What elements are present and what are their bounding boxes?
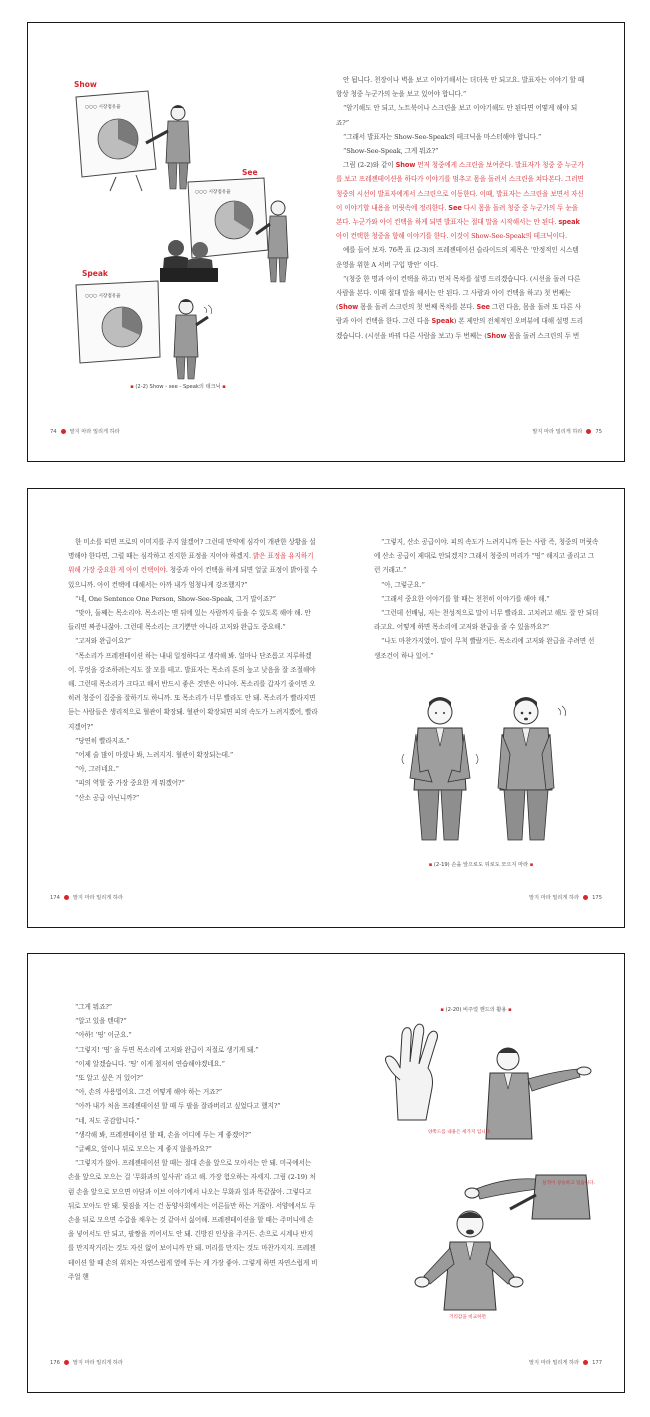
illustration-presenter-3 <box>406 1202 536 1312</box>
bullet-dot-icon <box>586 429 591 434</box>
text-run: 그런 다음, 몸을 돌려 또 다른 사람과 아이 컨택을 한다. 그런 다음 <box>336 303 582 326</box>
emphasis-text: speak <box>558 218 580 227</box>
paragraph <box>68 762 318 776</box>
text-run: “알고 있을 텐데?” <box>75 1017 127 1026</box>
page-footer-75 <box>532 428 602 435</box>
page-74 <box>28 23 326 461</box>
text-run: ) 본 제안의 전체적인 오버뷰에 대해 설명 드리겠습니다. (시선을 바꿔 다른 사람을 보고) 두 번째는 ( <box>336 317 584 340</box>
text-run: “피의 역할 중 가장 중요한 게 뭐겠어?” <box>75 779 185 788</box>
paragraph <box>336 272 586 343</box>
paragraph <box>374 578 599 592</box>
paragraph <box>68 535 318 592</box>
text-run: “아까 내가 처음 프레젠테이션 할 때 두 팔을 잘라버리고 싶었다고 했지?” <box>75 1102 281 1111</box>
body-text-175 <box>374 535 599 663</box>
page-176 <box>28 954 326 1392</box>
label-distance: 거리감을 비교하면 <box>449 1315 486 1320</box>
emphasis-text: 밝은 표정을 유지하기 위해 가장 중요한 게 아이 컨택이야. <box>68 552 314 575</box>
page-number: 177 <box>592 1359 602 1366</box>
body-text-75 <box>336 73 586 343</box>
page-177 <box>326 954 624 1392</box>
text-run: 몸을 돌려 스크린의 첫 번째 목차를 본다. <box>358 303 477 312</box>
text-run: “그래서 발표자는 Show-See-Speak의 테크닉을 마스터해야 합니다.” <box>343 132 542 141</box>
paragraph <box>374 606 599 634</box>
text-run: “그게 뭐죠?” <box>75 1003 113 1011</box>
label-see: See <box>242 168 258 177</box>
text-run: “그렇지가 않아. 프레젠테이션 할 때는 절대 손을 앞으로 모아서는 안 돼. 미국에서는 손을 앞으로 모으는 걸 ‘무화과의 잎사귀’ 라고 해. 가장 험오하는 자세지. 그림 (2-19) 처럼 손을 앞으로 모으면 아담과 이브 이야기에서 나오는 무화과 잎과 똑같잖아. 그렇다고 뒤로 모아도 안 돼. 뒷짐을 지는 건 동양사회에서는 어른들만 하는 거잖아. 서양에서도 두 손을 뒤로 모으면 수갑을 채우는 것 같아서 싫어해. 프레젠테이션을 할 때는 주머니에 손을 넣어서도 안 되고, 팔짱을 끼어서도 안 돼. 긴방진 인상을 주거든. 손으로 시계나 반지를 만지작거리는 것도 자신 없어 보이니까 안 돼. 머리를 만지는 것도 마찬가지지. 프레젠테이션 할 때 손의 위치는 자연스럽게 옆에 두는 게 가장 좋아. 그렇게 하면 자연스럽게 비주얼 핸 <box>68 1159 318 1281</box>
page-number: 176 <box>50 1359 60 1366</box>
bullet-dot-icon <box>583 1360 588 1365</box>
paragraph <box>68 1028 318 1042</box>
emphasis-text: Show <box>338 303 359 312</box>
label-rising: 실적이 상승하고 있습니다. <box>542 1181 596 1186</box>
text-run: “아, 손의 사용법이요. 그건 어떻게 해야 하는 거죠?” <box>75 1088 223 1097</box>
board-text-2: ○○○ 시장점유율 <box>195 190 231 195</box>
illustration-presenter-1 <box>446 1039 596 1139</box>
page-number: 74 <box>50 428 57 435</box>
text-run: “그렇지! ‘띵’ 을 두면 목소리에 고저와 완급이 저절로 생기게 돼.” <box>75 1045 259 1054</box>
text-run: “그렇지, 산소 공급이야. 피의 속도가 느려지니까 듣는 사람 즉, 청중의 머릿속에 산소 공급이 제대로 안되겠지? 그래서 청중의 머리가 “띵” 해지고 졸리고 그런 거래고.” <box>374 538 599 575</box>
emphasis-text: Show <box>395 161 416 170</box>
paragraph <box>336 144 586 158</box>
paragraph <box>68 1099 318 1113</box>
text-run: “아, 그렇군요.” <box>381 580 425 589</box>
running-title: 말지 마라 밀리게 하라 <box>529 895 580 901</box>
paragraph <box>336 101 586 129</box>
paragraph <box>68 1142 318 1156</box>
bullet-dot-icon <box>61 429 66 434</box>
paragraph <box>68 1085 318 1099</box>
paragraph <box>68 1014 318 1028</box>
paragraph <box>68 1071 318 1085</box>
running-title: 말지 마라 밀리게 하라 <box>529 1360 580 1366</box>
text-run: “그런데 선배님, 저는 천성적으로 말이 너무 빨라요. 고치려고 해도 잘 안 되더라고요. 어떻게 하면 목소리에 고저와 완급을 줄 수 있을까요?” <box>374 609 599 632</box>
emphasis-text: See <box>476 303 490 312</box>
paragraph <box>68 776 318 790</box>
page-footer-74 <box>50 428 120 435</box>
paragraph <box>68 1000 318 1014</box>
illustration-visual-hand <box>376 1022 456 1122</box>
paragraph <box>68 734 318 748</box>
body-text-176 <box>68 1000 318 1284</box>
caption-text: (2-2) Show - see - Speak의 테크닉 <box>135 384 221 390</box>
paragraph <box>68 606 318 634</box>
page-footer-176 <box>50 1359 123 1366</box>
paragraph <box>68 649 318 734</box>
text-run: “암기해도 안 되고, 노트북이나 스크린을 보고 이야기해도 안 된다면 어떻게 해야 되죠?” <box>336 104 578 127</box>
paragraph <box>68 1114 318 1128</box>
paragraph <box>68 791 318 805</box>
text-run: “목소리가 프레젠테이션 하는 내내 일정하다고 생각해 봐. 얼마나 단조롭고 지루하겠어. 무엇을 강조하려는지도 잘 모를 테고. 발표자는 목소리 톤의 높고 낮음을 잘 조절해야 해. 그런데 목소리가 크다고 해서 반드시 좋은 것만은 아니야. 목소리를 갑자기 줄이면 오히려 청중이 집중을 잘하기도 하니까. 또 목소리가 너무 빨라도 안 돼. 목소리가 빨라지면 듣는 사람들은 생리적으로 혈관이 확장돼. 혈관이 확장되면 피의 속도가 느려지겠어, 빨라지겠어?” <box>68 651 318 731</box>
page-75 <box>326 23 624 461</box>
paragraph <box>68 1043 318 1057</box>
emphasis-text: 먼저 청중에게 스크린을 보여준다. 발표자가 청중 중 누군가를 보고 프레젠테이션을 하다가 이야기를 멈추고 몸을 돌려서 스크린을 쳐다본다. 그러면 청중의 시선이 발표자에게서 스크린으로 이동한다. 이때, 발표자는 스크린을 보면서 자신이 이야기할 내용을 머릿속에 정리한다. <box>336 161 584 212</box>
paragraph <box>68 634 318 648</box>
bullet-dot-icon <box>64 895 69 900</box>
emphasis-text: See <box>448 203 462 212</box>
page-175 <box>326 489 624 927</box>
paragraph <box>68 1156 318 1284</box>
running-title: 말지 마라 밀리게 하라 <box>72 1360 123 1366</box>
text-run: “아, 그러네요.” <box>75 765 119 774</box>
bullet-dot-icon <box>583 895 588 900</box>
paragraph <box>336 73 586 101</box>
figure-caption-2-19: ▪ (2-19) 손을 앞으로도 뒤로도 모으지 마라 ▪ <box>428 862 534 868</box>
page-number: 175 <box>592 894 602 901</box>
book-spread-2 <box>27 488 625 928</box>
paragraph <box>68 1128 318 1142</box>
figure-caption-2-2: ▪ (2-2) Show - see - Speak의 테크닉 ▪ <box>130 384 226 390</box>
text-run: “어제 술 많이 마셨나 봐, 느려지지. 혈관이 확장되는데.” <box>75 751 234 760</box>
text-run: 안 됩니다. 천장이나 벽을 보고 이야기해서는 더더욱 안 되고요. 발표자는 이야기 할 때 항상 청중 누군가의 눈을 보고 있어야 합니다.” <box>336 76 585 99</box>
board-text-1: ○○○ 시장점유율 <box>85 105 121 110</box>
label-show: Show <box>74 80 97 89</box>
running-title: 말지 마라 밀리게 하라 <box>72 895 123 901</box>
label-three-items: 양쪽드를 내용은 세가지 입니다. <box>428 1130 492 1135</box>
book-spread-1 <box>27 22 625 462</box>
text-run: “그래서 중요한 이야기를 할 때는 천천히 이야기를 해야 해.” <box>381 594 550 603</box>
text-run: “네, One Sentence One Person, Show-See-Speak, 그거 말이죠?” <box>75 594 276 603</box>
bullet-dot-icon <box>64 1360 69 1365</box>
emphasis-text: Speak <box>431 317 454 326</box>
text-run: “네, 저도 공감합니다.” <box>75 1116 140 1125</box>
paragraph <box>374 634 599 662</box>
illustration-hands-posture <box>396 694 566 844</box>
text-run: 예를 들어 보자. 76쪽 표 (2-3)의 프레젠테이션 슬라이드의 제목은 ‘안정적인 시스템 운영을 위한 A 서버 구입 방안’ 이다. <box>336 246 579 269</box>
paragraph <box>374 592 599 606</box>
text-run: 한 미소를 띠면 프로의 이미지를 주지 않겠어? 그런데 만약에 심각이 개관한 상황을 설명해야 한다면, 그럴 때는 심각하고 진지한 표정을 지어야 하겠지. <box>68 538 316 561</box>
page-footer-174 <box>50 894 123 901</box>
text-run: “산소 공급 아닌니까?” <box>75 793 140 802</box>
caption-text: (2-20) 비주얼 핸드의 활용 <box>445 1007 507 1013</box>
figure-caption-2-20: ▪ (2-20) 비주얼 핸드의 활용 ▪ <box>440 1007 512 1013</box>
paragraph <box>68 592 318 606</box>
emphasis-text: 아이 컨택한 청중을 향해 이야기를 한다. 이것이 Show-See-Speak의 테크닉이다. <box>336 232 568 241</box>
page-footer-175 <box>529 894 602 901</box>
text-run: “이제 알겠습니다. ‘띵’ 이게 철저히 연습해야겠네요.” <box>75 1059 225 1068</box>
text-run: “생각해 봐, 프레젠테이션 할 때, 손을 어디에 두는 게 좋겠어?” <box>75 1130 252 1139</box>
illustration-see <box>168 178 298 283</box>
paragraph <box>68 748 318 762</box>
text-run: 몸을 돌려 스크린의 두 번 <box>506 331 580 340</box>
page-174 <box>28 489 326 927</box>
text-run: “또 알고 싶은 거 있어?” <box>75 1074 144 1083</box>
text-run: “나도 마찬가지였어. 말이 무척 빨랐거든. 목소리에 고저와 완급을 주려면 선생조건이 하나 있어.” <box>374 637 595 660</box>
text-run: 청중과 아이 컨택을 하게 되면 얼굴 표정이 밝아질 수 있으니까. 아이 컨택에 대해서는 아까 내가 엄청나게 강조했지?” <box>68 566 318 589</box>
emphasis-text: Show <box>486 331 507 340</box>
text-run: “맞아, 둘째는 목소리야. 목소리는 맨 뒤에 있는 사람까지 들을 수 있도록 해야 해. 안 들리면 짜증나잖아. 그런데 목소리는 크기뿐만 아니라 고저와 완급도 중요해.” <box>68 609 311 632</box>
text-run: “당연히 빨라지죠.” <box>75 736 130 745</box>
book-spread-3 <box>27 953 625 1393</box>
text-run: “고저와 완급이요?” <box>75 637 131 646</box>
running-title: 말지 마라 밀리게 하라 <box>532 429 583 435</box>
page-number: 174 <box>50 894 60 901</box>
running-title: 말지 마라 밀리게 하라 <box>69 429 120 435</box>
paragraph <box>68 1057 318 1071</box>
paragraph <box>336 130 586 144</box>
text-run: “Show-See-Speak, 그게 뭐죠?” <box>343 147 439 156</box>
board-text-3: ○○○ 시장점유율 <box>85 294 121 299</box>
caption-text: (2-19) 손을 앞으로도 뒤로도 모으지 마라 <box>433 862 529 868</box>
text-run: “(청중 한 명과 아이 컨택을 하고) 먼저 목차를 설명 드리겠습니다. (시선을 돌려 다른 사람을 본다. 이때 절대 말을 해서는 안 된다. 그 사람과 아이 컨택을 하고) 첫 번째는 ( <box>336 274 581 312</box>
paragraph <box>374 535 599 578</box>
paragraph <box>336 158 586 243</box>
label-speak: Speak <box>82 269 108 278</box>
text-run: “아하! ‘띵’ 이군요.” <box>75 1031 132 1040</box>
page-footer-177 <box>529 1359 602 1366</box>
paragraph <box>336 243 586 271</box>
page-number: 75 <box>595 428 602 435</box>
text-run: 그림 (2-2)와 같이 <box>343 161 396 170</box>
emphasis-text: 다시 몸을 돌려 청중 중 누군가의 두 눈을 본다. 누군가와 아이 컨택을 하게 되면 발표자는 절대 말을 시작해서는 안 된다. <box>336 203 578 227</box>
text-run: “글쎄요, 앞이나 뒤로 모으는 게 좋지 않을까요?” <box>75 1145 212 1154</box>
body-text-174 <box>68 535 318 805</box>
